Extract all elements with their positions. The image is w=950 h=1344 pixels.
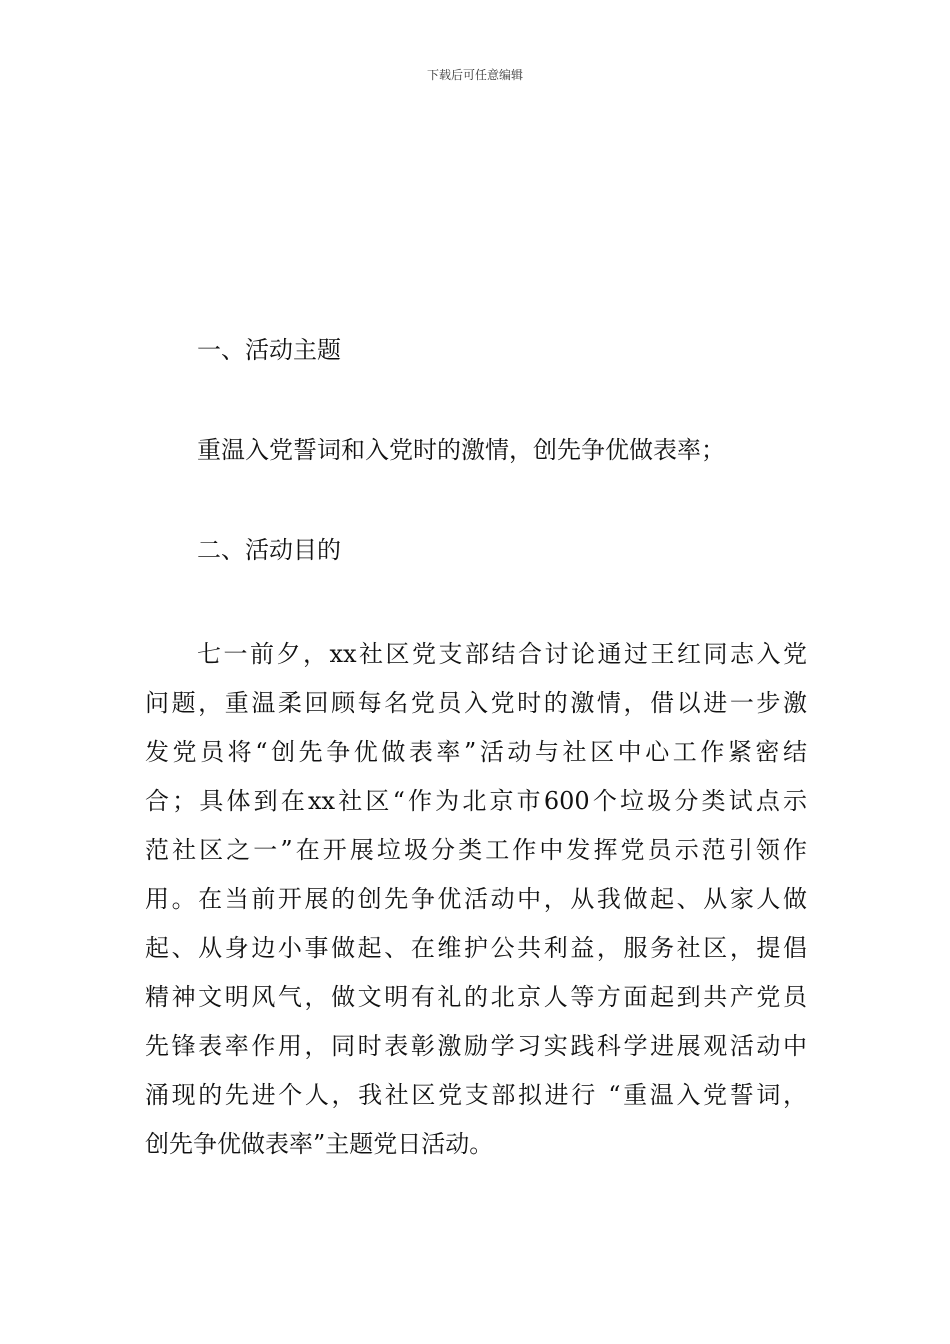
purpose-paragraph bbox=[145, 630, 807, 1169]
paragraph-line: 范社区之一”在开展垃圾分类工作中发挥党员示范引领作 bbox=[145, 836, 807, 864]
paragraph-line: 七一前夕，xx社区党支部结合讨论通过王红同志入党 bbox=[197, 640, 807, 668]
page-header: 下载后可任意编辑 bbox=[426, 68, 523, 82]
paragraph-line: 起、从身边小事做起、在维护公共利益，服务社区，提倡 bbox=[145, 934, 807, 962]
paragraph-line: 精神文明风气，做文明有礼的北京人等方面起到共产党员 bbox=[145, 983, 807, 1011]
paragraph-line: 先锋表率作用，同时表彰激励学习实践科学进展观活动中 bbox=[145, 1032, 807, 1060]
document-body bbox=[145, 330, 807, 1169]
section-heading-theme: 一、活动主题 bbox=[197, 336, 341, 364]
paragraph-line: 涌现的先进个人，我社区党支部拟进行 “重温入党誓词， bbox=[145, 1081, 807, 1109]
paragraph-line: 发党员将“创先争优做表率”活动与社区中心工作紧密结 bbox=[145, 738, 807, 766]
theme-paragraph: 重温入党誓词和入党时的激情，创先争优做表率； bbox=[197, 436, 725, 464]
paragraph-line: 合；具体到在xx社区“作为北京市600个垃圾分类试点示 bbox=[145, 787, 807, 815]
paragraph-line: 创先争优做表率”主题党日活动。 bbox=[145, 1130, 494, 1158]
paragraph-line: 用。在当前开展的创先争优活动中，从我做起、从家人做 bbox=[145, 885, 807, 913]
paragraph-line: 问题，重温柔回顾每名党员入党时的激情，借以进一步激 bbox=[145, 689, 807, 717]
section-heading-purpose: 二、活动目的 bbox=[197, 536, 341, 564]
